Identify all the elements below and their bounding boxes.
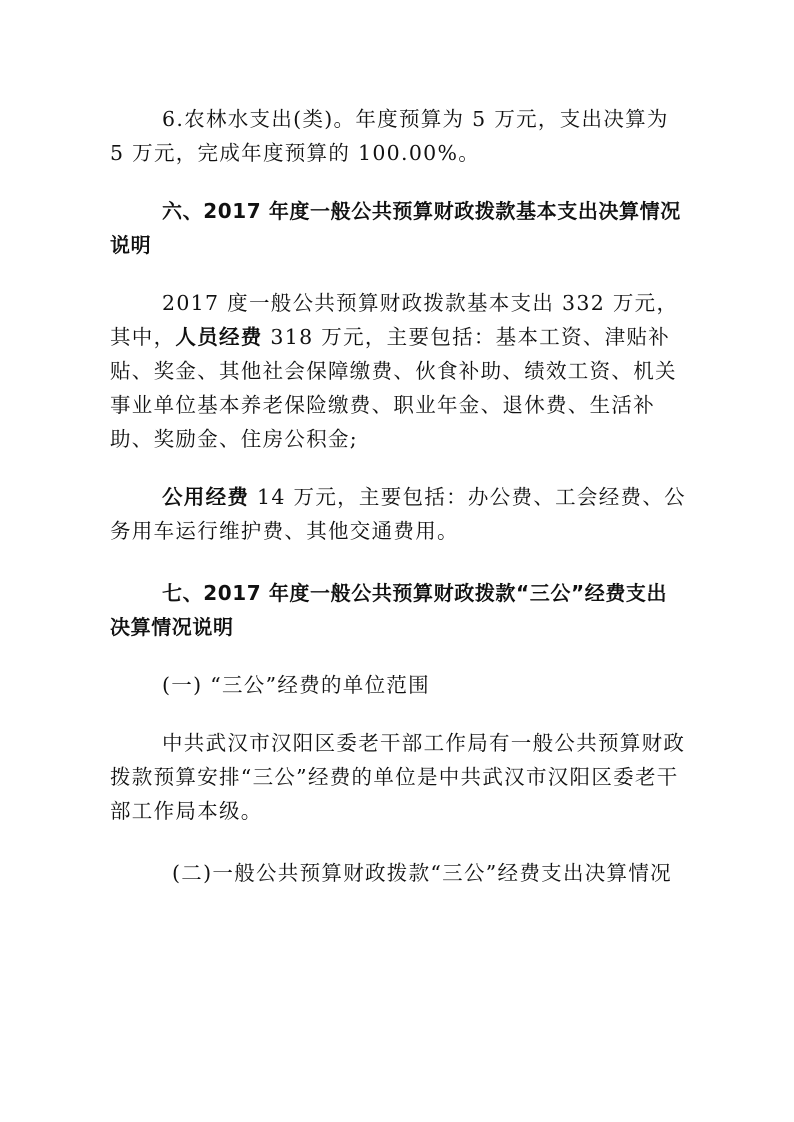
paragraph-basic-expenditure bbox=[110, 286, 686, 456]
personnel-label: 人员经费 bbox=[175, 325, 263, 349]
subheading-2: (二)一般公共预算财政拨款“三公”经费支出决算情况 bbox=[172, 861, 672, 885]
heading-section-6: 六、2017 年度一般公共预算财政拨款基本支出决算情况说明 bbox=[110, 199, 681, 257]
subheading-1: (一) “三公”经费的单位范围 bbox=[162, 673, 430, 697]
personnel-text: 318 万元，主要包括：基本工资、津贴补贴、奖金、其他社会保障缴费、伙食补助、绩效工资、机关事业单位基本养老保险缴费、职业年金、退休费、生活补助、奖励金、住房公积金; bbox=[110, 325, 677, 451]
paragraph-public-expenditure bbox=[110, 480, 686, 548]
paragraph-unit-scope: 中共武汉市汉阳区委老干部工作局有一般公共预算财政拨款预算安排“三公”经费的单位是中共武汉市汉阳区委老干部工作局本级。 bbox=[110, 731, 686, 823]
paragraph-item6: 6.农林水支出(类)。年度预算为 5 万元，支出决算为 5 万元，完成年度预算的 100.00%。 bbox=[110, 107, 669, 165]
document-page bbox=[110, 102, 686, 890]
public-text: 14 万元，主要包括：办公费、工会经费、公务用车运行维护费、其他交通费用。 bbox=[110, 485, 686, 543]
public-label: 公用经费 bbox=[162, 485, 250, 509]
basic-intro-text: 2017 度一般公共预算财政拨款基本支出 332 万元，其中， bbox=[110, 291, 679, 349]
heading-section-7: 七、2017 年度一般公共预算财政拨款“三公”经费支出决算情况说明 bbox=[110, 581, 668, 639]
